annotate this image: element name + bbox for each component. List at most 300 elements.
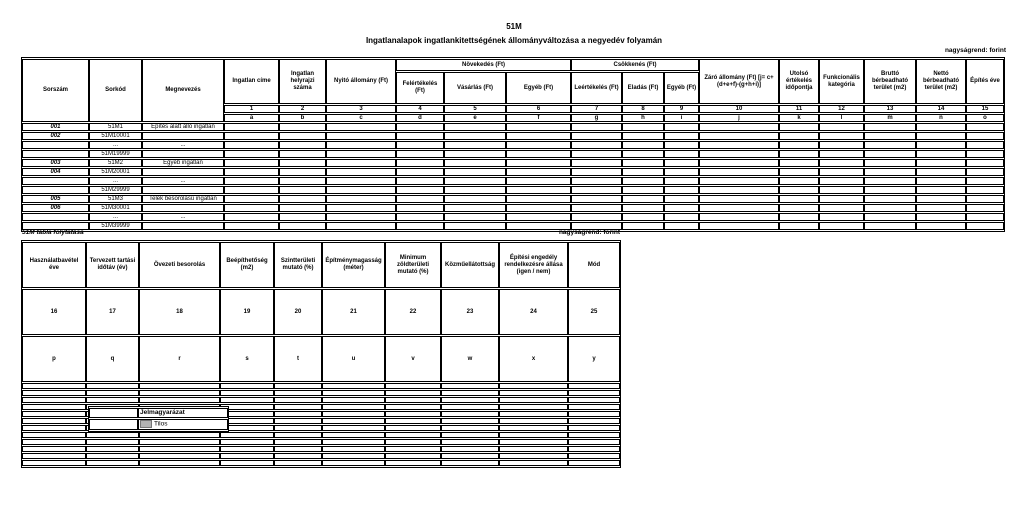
cell-value <box>499 383 568 389</box>
column-letter: w <box>441 336 499 382</box>
table1-row <box>22 132 1004 140</box>
column-number: 4 <box>396 105 444 113</box>
cell-value <box>779 204 819 212</box>
cell-value <box>441 397 499 403</box>
cell-megnevezes <box>142 132 224 140</box>
cell-value <box>506 141 571 149</box>
legend-title: Jelmagyarázat <box>138 408 228 418</box>
cell-value <box>864 186 916 194</box>
cell-value <box>326 186 396 194</box>
cell-value <box>139 390 220 396</box>
cell-value <box>819 222 864 230</box>
cell-sorkod: 51M29999 <box>89 186 142 194</box>
cell-sorkod: 51M20001 <box>89 168 142 176</box>
cell-value <box>220 460 274 466</box>
cell-value <box>819 159 864 167</box>
table1-row <box>22 159 1004 167</box>
cell-value <box>279 195 326 203</box>
table1-row <box>22 204 1004 212</box>
header-funkcionalis-kategoria: Funkcionális kategória <box>819 59 864 104</box>
cell-value <box>322 425 385 431</box>
cell-value <box>396 132 444 140</box>
cell-value <box>699 222 779 230</box>
cell-value <box>664 195 699 203</box>
table2-column-letter-row <box>22 336 620 382</box>
cell-value <box>916 177 966 185</box>
cell-value <box>385 460 441 466</box>
cell-value <box>22 453 86 459</box>
cell-value <box>22 446 86 452</box>
cell-value <box>86 397 139 403</box>
cell-sorkod: 51M19999 <box>89 150 142 158</box>
cell-value <box>385 383 441 389</box>
cell-value <box>699 177 779 185</box>
column-letter: g <box>571 114 622 122</box>
column-number: 12 <box>819 105 864 113</box>
table1-row <box>22 168 1004 176</box>
cell-sorkod: 51M3 <box>89 195 142 203</box>
cell-value <box>224 195 279 203</box>
column-letter: j <box>699 114 779 122</box>
cell-sorkod: 51M1 <box>89 123 142 131</box>
cell-value <box>699 204 779 212</box>
cell-value <box>499 390 568 396</box>
cell-value <box>966 222 1004 230</box>
cell-value <box>444 123 506 131</box>
cell-value <box>819 186 864 194</box>
header-kozmuellatottsag: Közműellátottság <box>441 242 499 288</box>
cell-value <box>326 168 396 176</box>
cell-value <box>499 432 568 438</box>
column-number: 21 <box>322 289 385 335</box>
cell-value <box>571 141 622 149</box>
cell-value <box>916 159 966 167</box>
cell-value <box>396 141 444 149</box>
cell-sorszam <box>22 150 89 158</box>
cell-value <box>441 453 499 459</box>
header-group-novekedes: Növekedés (Ft) <box>396 59 571 71</box>
cell-value <box>568 446 620 452</box>
column-number: 2 <box>279 105 326 113</box>
cell-value <box>571 168 622 176</box>
cell-value <box>916 150 966 158</box>
cell-megnevezes: Építés alatt álló ingatlan <box>142 123 224 131</box>
cell-value <box>622 150 664 158</box>
cell-value <box>506 168 571 176</box>
column-number: 18 <box>139 289 220 335</box>
column-number: 23 <box>441 289 499 335</box>
cell-sorszam: 006 <box>22 204 89 212</box>
cell-value <box>506 186 571 194</box>
cell-value <box>571 186 622 194</box>
cell-value <box>568 439 620 445</box>
column-letter: q <box>86 336 139 382</box>
cell-value <box>499 439 568 445</box>
cell-value <box>326 177 396 185</box>
table1-row <box>22 195 1004 203</box>
cell-value <box>444 177 506 185</box>
cell-megnevezes <box>142 168 224 176</box>
cell-value <box>274 383 322 389</box>
cell-value <box>220 383 274 389</box>
cell-value <box>966 132 1004 140</box>
cell-value <box>385 397 441 403</box>
cell-value <box>966 177 1004 185</box>
cell-value <box>444 159 506 167</box>
header-mod: Mód <box>568 242 620 288</box>
column-number: 6 <box>506 105 571 113</box>
cell-value <box>506 177 571 185</box>
cell-value <box>864 132 916 140</box>
cell-value <box>139 453 220 459</box>
cell-value <box>571 132 622 140</box>
cell-megnevezes: Egyéb ingatlan <box>142 159 224 167</box>
header-epitmenymagassag: Építménymagasság (méter) <box>322 242 385 288</box>
cell-value <box>444 141 506 149</box>
table1-main <box>21 57 1005 232</box>
cell-value <box>506 213 571 221</box>
cell-value <box>441 425 499 431</box>
cell-value <box>664 177 699 185</box>
column-number: 14 <box>916 105 966 113</box>
cell-value <box>864 204 916 212</box>
cell-value <box>22 397 86 403</box>
column-letter: b <box>279 114 326 122</box>
cell-value <box>568 390 620 396</box>
cell-value <box>220 439 274 445</box>
cell-value <box>444 213 506 221</box>
header-sorszam: Sorszám <box>22 59 89 122</box>
cell-sorkod: 51M10001 <box>89 132 142 140</box>
cell-value <box>699 132 779 140</box>
column-letter: a <box>224 114 279 122</box>
cell-value <box>506 123 571 131</box>
page-subtitle: Ingatlanalapok ingatlankitettségének állományváltozása a negyedév folyamán <box>365 36 663 45</box>
cell-value <box>819 132 864 140</box>
table1-row <box>22 150 1004 158</box>
cell-value <box>22 383 86 389</box>
cell-value <box>444 132 506 140</box>
cell-value <box>224 204 279 212</box>
cell-value <box>699 168 779 176</box>
cell-value <box>499 404 568 410</box>
cell-value <box>699 186 779 194</box>
cell-value <box>571 195 622 203</box>
cell-value <box>441 439 499 445</box>
cell-value <box>864 213 916 221</box>
column-letter: p <box>22 336 86 382</box>
cell-value <box>274 425 322 431</box>
cell-value <box>22 460 86 466</box>
cell-value <box>385 425 441 431</box>
cell-value <box>568 460 620 466</box>
cell-value <box>506 150 571 158</box>
column-letter: l <box>819 114 864 122</box>
cell-value <box>664 159 699 167</box>
cell-value <box>916 195 966 203</box>
cell-value <box>622 159 664 167</box>
column-letter: c <box>326 114 396 122</box>
cell-value <box>699 150 779 158</box>
cell-value <box>966 204 1004 212</box>
cell-value <box>322 432 385 438</box>
cell-value <box>571 159 622 167</box>
cell-value <box>224 159 279 167</box>
table2-row <box>22 432 620 438</box>
cell-value <box>779 123 819 131</box>
cell-value <box>441 418 499 424</box>
cell-value <box>322 418 385 424</box>
cell-value <box>864 222 916 230</box>
cell-value <box>444 168 506 176</box>
cell-value <box>864 195 916 203</box>
column-letter: f <box>506 114 571 122</box>
header-brutto-terulet: Bruttó bérbeadható terület (m2) <box>864 59 916 104</box>
cell-value <box>322 453 385 459</box>
cell-value <box>568 425 620 431</box>
cell-value <box>396 177 444 185</box>
forbidden-swatch <box>140 420 152 428</box>
cell-sorkod: ... <box>89 177 142 185</box>
cell-value <box>385 390 441 396</box>
cell-value <box>622 141 664 149</box>
header-egyeb-novekedes: Egyéb (Ft) <box>506 72 571 104</box>
cell-value <box>499 425 568 431</box>
cell-value <box>622 168 664 176</box>
header-zoldteruleti-mutato: Minimum zöldterületi mutató (%) <box>385 242 441 288</box>
table2-row <box>22 460 620 466</box>
cell-value <box>322 411 385 417</box>
legend <box>88 406 229 432</box>
column-letter: v <box>385 336 441 382</box>
cell-value <box>699 213 779 221</box>
cell-value <box>326 132 396 140</box>
cell-value <box>441 383 499 389</box>
cell-value <box>699 123 779 131</box>
cell-value <box>664 186 699 194</box>
cell-value <box>220 397 274 403</box>
cell-value <box>274 460 322 466</box>
cell-value <box>274 446 322 452</box>
cell-value <box>326 141 396 149</box>
cell-value <box>22 404 86 410</box>
legend-item-tilos <box>138 419 228 430</box>
cell-value <box>224 150 279 158</box>
cell-value <box>385 411 441 417</box>
cell-sorszam: 001 <box>22 123 89 131</box>
cell-value <box>86 432 139 438</box>
cell-value <box>220 453 274 459</box>
cell-value <box>86 439 139 445</box>
cell-value <box>571 177 622 185</box>
column-number: 15 <box>966 105 1004 113</box>
cell-value <box>622 222 664 230</box>
cell-value <box>699 195 779 203</box>
cell-value <box>322 383 385 389</box>
cell-sorszam <box>22 141 89 149</box>
cell-value <box>966 150 1004 158</box>
cell-value <box>916 222 966 230</box>
header-epites-eve: Építés éve <box>966 59 1004 104</box>
table2-caption: 51M tábla folytatása <box>22 229 84 236</box>
cell-value <box>396 195 444 203</box>
cell-value <box>568 453 620 459</box>
cell-value <box>444 195 506 203</box>
page-title: 51M <box>506 22 522 31</box>
cell-value <box>326 195 396 203</box>
cell-value <box>664 168 699 176</box>
cell-value <box>664 141 699 149</box>
legend-spacer-cell <box>89 408 138 418</box>
cell-value <box>396 123 444 131</box>
header-hasznalatbavetel: Használatbavétel éve <box>22 242 86 288</box>
column-letter: x <box>499 336 568 382</box>
cell-megnevezes: ... <box>142 213 224 221</box>
cell-value <box>396 150 444 158</box>
cell-value <box>506 159 571 167</box>
cell-value <box>396 213 444 221</box>
header-felertekeles: Felértékelés (Ft) <box>396 72 444 104</box>
cell-sorszam <box>22 186 89 194</box>
cell-value <box>779 141 819 149</box>
column-number: 8 <box>622 105 664 113</box>
cell-value <box>86 453 139 459</box>
column-number: 17 <box>86 289 139 335</box>
cell-value <box>819 213 864 221</box>
header-utolso-ertekeles: Utolsó értékelés időpontja <box>779 59 819 104</box>
table2-caption-row <box>22 229 620 236</box>
cell-value <box>86 460 139 466</box>
cell-value <box>499 446 568 452</box>
table1 <box>22 58 1004 231</box>
column-number: 11 <box>779 105 819 113</box>
cell-value <box>966 186 1004 194</box>
cell-value <box>322 446 385 452</box>
cell-value <box>864 123 916 131</box>
header-ovezeti-besorolas: Övezeti besorolás <box>139 242 220 288</box>
cell-sorszam: 004 <box>22 168 89 176</box>
cell-sorszam: 002 <box>22 132 89 140</box>
cell-value <box>322 404 385 410</box>
cell-value <box>220 446 274 452</box>
cell-value <box>819 150 864 158</box>
cell-value <box>779 168 819 176</box>
cell-value <box>279 204 326 212</box>
table2-column-number-row <box>22 289 620 335</box>
column-number: 13 <box>864 105 916 113</box>
cell-value <box>22 432 86 438</box>
cell-value <box>571 123 622 131</box>
table2-continuation <box>21 240 621 468</box>
cell-megnevezes <box>142 150 224 158</box>
column-number: 1 <box>224 105 279 113</box>
cell-value <box>499 397 568 403</box>
cell-value <box>441 446 499 452</box>
cell-value <box>779 132 819 140</box>
magnitude-note-table1: nagyságrend: forint <box>944 47 1006 54</box>
cell-value <box>966 159 1004 167</box>
column-letter: y <box>568 336 620 382</box>
cell-value <box>864 168 916 176</box>
header-zaro-allomany: Záró állomány (Ft) [j= c+(d+e+f)-(g+h+i)] <box>699 59 779 104</box>
cell-value <box>86 383 139 389</box>
cell-value <box>441 390 499 396</box>
cell-value <box>571 204 622 212</box>
header-sorkod: Sorkód <box>89 59 142 122</box>
cell-value <box>385 404 441 410</box>
table2-row <box>22 439 620 445</box>
cell-value <box>279 159 326 167</box>
magnitude-note-table2: nagyságrend: forint <box>558 229 620 236</box>
column-letter: s <box>220 336 274 382</box>
column-letter: t <box>274 336 322 382</box>
cell-value <box>966 213 1004 221</box>
cell-value <box>385 453 441 459</box>
column-letter: n <box>916 114 966 122</box>
cell-value <box>664 204 699 212</box>
cell-value <box>966 141 1004 149</box>
cell-sorszam <box>22 213 89 221</box>
cell-value <box>506 195 571 203</box>
cell-value <box>499 453 568 459</box>
legend-item-label: Tilos <box>154 420 168 428</box>
table2-row <box>22 383 620 389</box>
cell-value <box>385 432 441 438</box>
cell-value <box>622 213 664 221</box>
cell-value <box>224 213 279 221</box>
cell-value <box>279 132 326 140</box>
cell-value <box>279 123 326 131</box>
table1-row <box>22 177 1004 185</box>
cell-value <box>441 460 499 466</box>
cell-value <box>966 168 1004 176</box>
cell-value <box>274 432 322 438</box>
column-number: 3 <box>326 105 396 113</box>
cell-value <box>139 383 220 389</box>
column-letter: u <box>322 336 385 382</box>
cell-value <box>699 159 779 167</box>
column-number: 16 <box>22 289 86 335</box>
cell-value <box>86 390 139 396</box>
column-number: 24 <box>499 289 568 335</box>
cell-value <box>322 460 385 466</box>
cell-value <box>274 404 322 410</box>
cell-value <box>279 177 326 185</box>
cell-value <box>326 213 396 221</box>
cell-value <box>779 195 819 203</box>
header-beepithetoseg: Beépíthetőség (m2) <box>220 242 274 288</box>
cell-megnevezes: ... <box>142 141 224 149</box>
cell-value <box>664 123 699 131</box>
cell-value <box>966 195 1004 203</box>
cell-value <box>326 123 396 131</box>
cell-value <box>224 186 279 194</box>
cell-value <box>568 383 620 389</box>
cell-value <box>622 186 664 194</box>
table1-row <box>22 213 1004 221</box>
cell-value <box>279 141 326 149</box>
cell-sorszam: 005 <box>22 195 89 203</box>
cell-sorkod: 51M39999 <box>89 222 142 230</box>
column-letter: h <box>622 114 664 122</box>
table2 <box>22 241 620 467</box>
cell-value <box>139 432 220 438</box>
header-epitesi-engedely: Építési engedély rendelkezésre állása (igen / nem) <box>499 242 568 288</box>
cell-value <box>664 213 699 221</box>
cell-value <box>568 397 620 403</box>
cell-sorkod: ... <box>89 213 142 221</box>
cell-value <box>664 132 699 140</box>
